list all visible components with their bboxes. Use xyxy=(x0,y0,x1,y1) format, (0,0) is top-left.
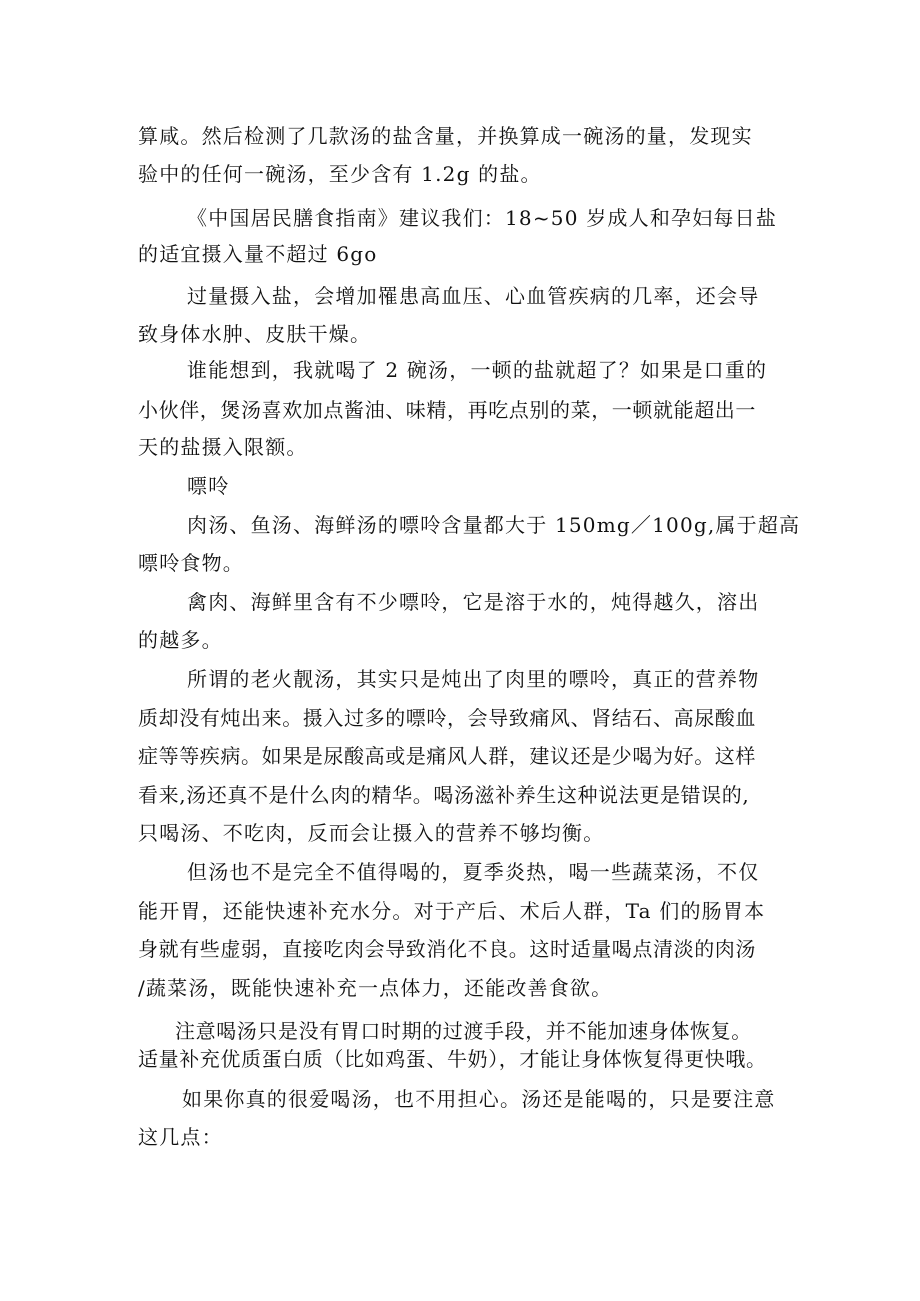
text-line-12: 嘌呤食物。 xyxy=(138,551,244,575)
text-line-7: 谁能想到，我就喝了 2 碗汤，一顿的盐就超了？如果是口重的 xyxy=(187,358,768,382)
text-line-3: 《中国居民膳食指南》建议我们：18~50 岁成人和孕妇每日盐 xyxy=(187,206,778,230)
text-line-22: 身就有些虚弱，直接吃肉会导致消化不良。这时适量喝点清淡的肉汤 xyxy=(138,937,756,961)
text-line-14: 的越多。 xyxy=(138,628,223,652)
text-line-19: 只喝汤、不吃肉，反而会让摄入的营养不够均衡。 xyxy=(138,821,605,845)
text-line-20: 但汤也不是完全不值得喝的，夏季炎热，喝一些蔬菜汤，不仅 xyxy=(187,860,760,884)
section-heading-purine: 嘌呤 xyxy=(187,474,230,498)
text-line-25: 适量补充优质蛋白质（比如鸡蛋、牛奶），才能让身体恢复得更快哦。 xyxy=(138,1047,767,1071)
text-line-23: /蔬菜汤，既能快速补充一点体力，还能改善食欲。 xyxy=(138,976,613,1000)
text-line-26: 如果你真的很爱喝汤，也不用担心。汤还是能喝的，只是要注意 xyxy=(182,1087,776,1111)
text-line-4: 的适宜摄入量不超过 6go xyxy=(138,242,378,266)
text-line-9: 天的盐摄入限额。 xyxy=(138,435,308,459)
text-line-21: 能开胃，还能快速补充水分。对于产后、术后人群，Ta 们的肠胃本 xyxy=(138,899,766,923)
text-line-24: 注意喝汤只是没有胃口时期的过渡手段，并不能加速身体恢复。 xyxy=(175,1019,752,1043)
text-line-8: 小伙伴，煲汤喜欢加点酱油、味精，再吃点别的菜，一顿就能超出一 xyxy=(138,398,756,422)
text-line-5: 过量摄入盐，会增加罹患高血压、心血管疾病的几率，还会导 xyxy=(187,284,760,308)
text-line-13: 禽肉、海鲜里含有不少嘌呤，它是溶于水的，炖得越久，溶出 xyxy=(187,590,760,614)
text-line-6: 致身体水肿、皮肤干燥。 xyxy=(138,322,372,346)
text-line-27: 这几点： xyxy=(138,1125,223,1149)
text-line-16: 质却没有炖出来。摄入过多的嘌呤，会导致痛风、肾结石、高尿酸血 xyxy=(138,706,756,730)
text-line-18: 看来,汤还真不是什么肉的精华。喝汤滋补养生这种说法更是错误的, xyxy=(138,783,750,807)
text-line-2: 验中的任何一碗汤，至少含有 1.2g 的盐。 xyxy=(138,162,542,186)
text-line-17: 症等等疾病。如果是尿酸高或是痛风人群，建议还是少喝为好。这样 xyxy=(138,744,756,768)
text-line-1: 算咸。然后检测了几款汤的盐含量，并换算成一碗汤的量，发现实 xyxy=(138,124,753,148)
text-line-15: 所谓的老火靓汤，其实只是炖出了肉里的嘌呤，真正的营养物 xyxy=(187,667,760,691)
text-line-11: 肉汤、鱼汤、海鲜汤的嘌呤含量都大于 150mg／100g,属于超高 xyxy=(187,513,801,537)
